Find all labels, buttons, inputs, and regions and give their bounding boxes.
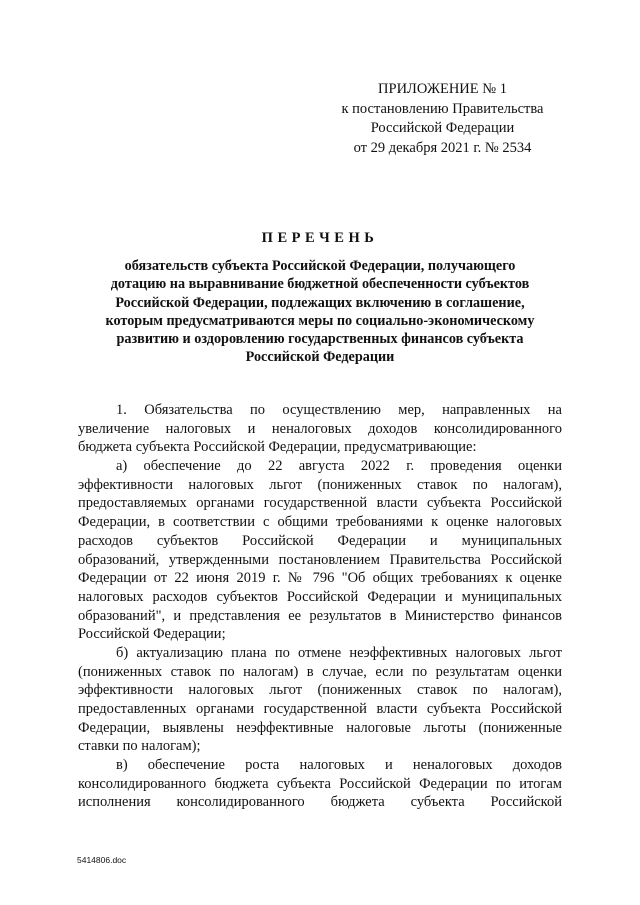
paragraph-1-line: увеличение налоговых и неналоговых доходов консолидированного [78, 420, 562, 437]
item-a-line: налоговых расходов субъектов Российской Федерации и муниципальных [78, 588, 562, 605]
appendix-government: Российской Федерации [370, 120, 515, 136]
item-b-line: предоставленных органами государственной власти субъекта Российской [78, 701, 562, 717]
subtitle-line: дотацию на выравнивание бюджетной обеспеченности субъектов [110, 276, 530, 293]
subtitle-line: которым предусматриваются меры по социально-экономическому [105, 312, 535, 329]
subtitle-line: обязательств субъекта Российской Федерации, получающего [124, 258, 516, 274]
item-a-line: Федерации от 22 июня 2019 г. № 796 "Об общих требованиях к оценке [78, 570, 562, 587]
appendix-header [330, 80, 555, 158]
item-c-line: консолидированного бюджета субъекта Российской Федерации по итогам [78, 775, 562, 792]
item-b-line: эффективности налоговых льгот (пониженных ставок по налогам), [78, 682, 562, 699]
appendix-number: ПРИЛОЖЕНИЕ № 1 [378, 81, 507, 97]
subtitle-line: Российской Федерации, подлежащих включению в соглашение, [115, 294, 525, 311]
item-a-line: расходов субъектов Российской Федерации и муниципальных [78, 532, 562, 549]
subtitle-line: развитию и оздоровлению государственных финансов субъекта [116, 331, 524, 348]
item-a-line: Федерации, в соответствии с общими требованиями к оценке налоговых [78, 514, 562, 531]
subtitle-line: Российской Федерации [245, 349, 395, 366]
item-c-line: исполнения консолидированного бюджета субъекта Российской [78, 794, 562, 811]
document-body [78, 401, 562, 812]
item-b-line: (пониженных ставок по налогам) в случае, если по результатам оценки [78, 663, 562, 680]
document-subtitle [80, 257, 560, 367]
item-a-line: Российской Федерации; [78, 626, 226, 643]
file-name-footer: 5414806.doc [77, 855, 127, 865]
appendix-reference: к постановлению Правительства [341, 100, 544, 117]
item-a-line: образований", и представления ее результатов в Министерство финансов [78, 607, 562, 624]
item-a-line: а) обеспечение до 22 августа 2022 г. проведения оценки [116, 458, 562, 475]
item-b-line: ставки по налогам); [78, 738, 201, 755]
item-a-line: предоставляемых органами государственной власти субъекта Российской [78, 495, 562, 512]
item-a-line: эффективности налоговых льгот (пониженных ставок по налогам), [78, 476, 562, 493]
item-c-line: в) обеспечение роста налоговых и неналоговых доходов [116, 757, 562, 774]
paragraph-1-line: бюджета субъекта Российской Федерации, предусматривающие: [78, 439, 477, 456]
appendix-date-number: от 29 декабря 2021 г. № 2534 [353, 139, 532, 156]
document-title: ПЕРЕЧЕНЬ [261, 230, 379, 246]
paragraph-1-line: 1. Обязательства по осуществлению мер, направленных на [116, 402, 562, 418]
item-a-line: образований, утвержденными постановлением Правительства Российской [78, 551, 562, 568]
item-b-line: Федерации, выявлены неэффективные налоговые льготы (пониженные [78, 719, 562, 736]
item-b-line: б) актуализацию плана по отмене неэффективных налоговых льгот [116, 644, 562, 661]
